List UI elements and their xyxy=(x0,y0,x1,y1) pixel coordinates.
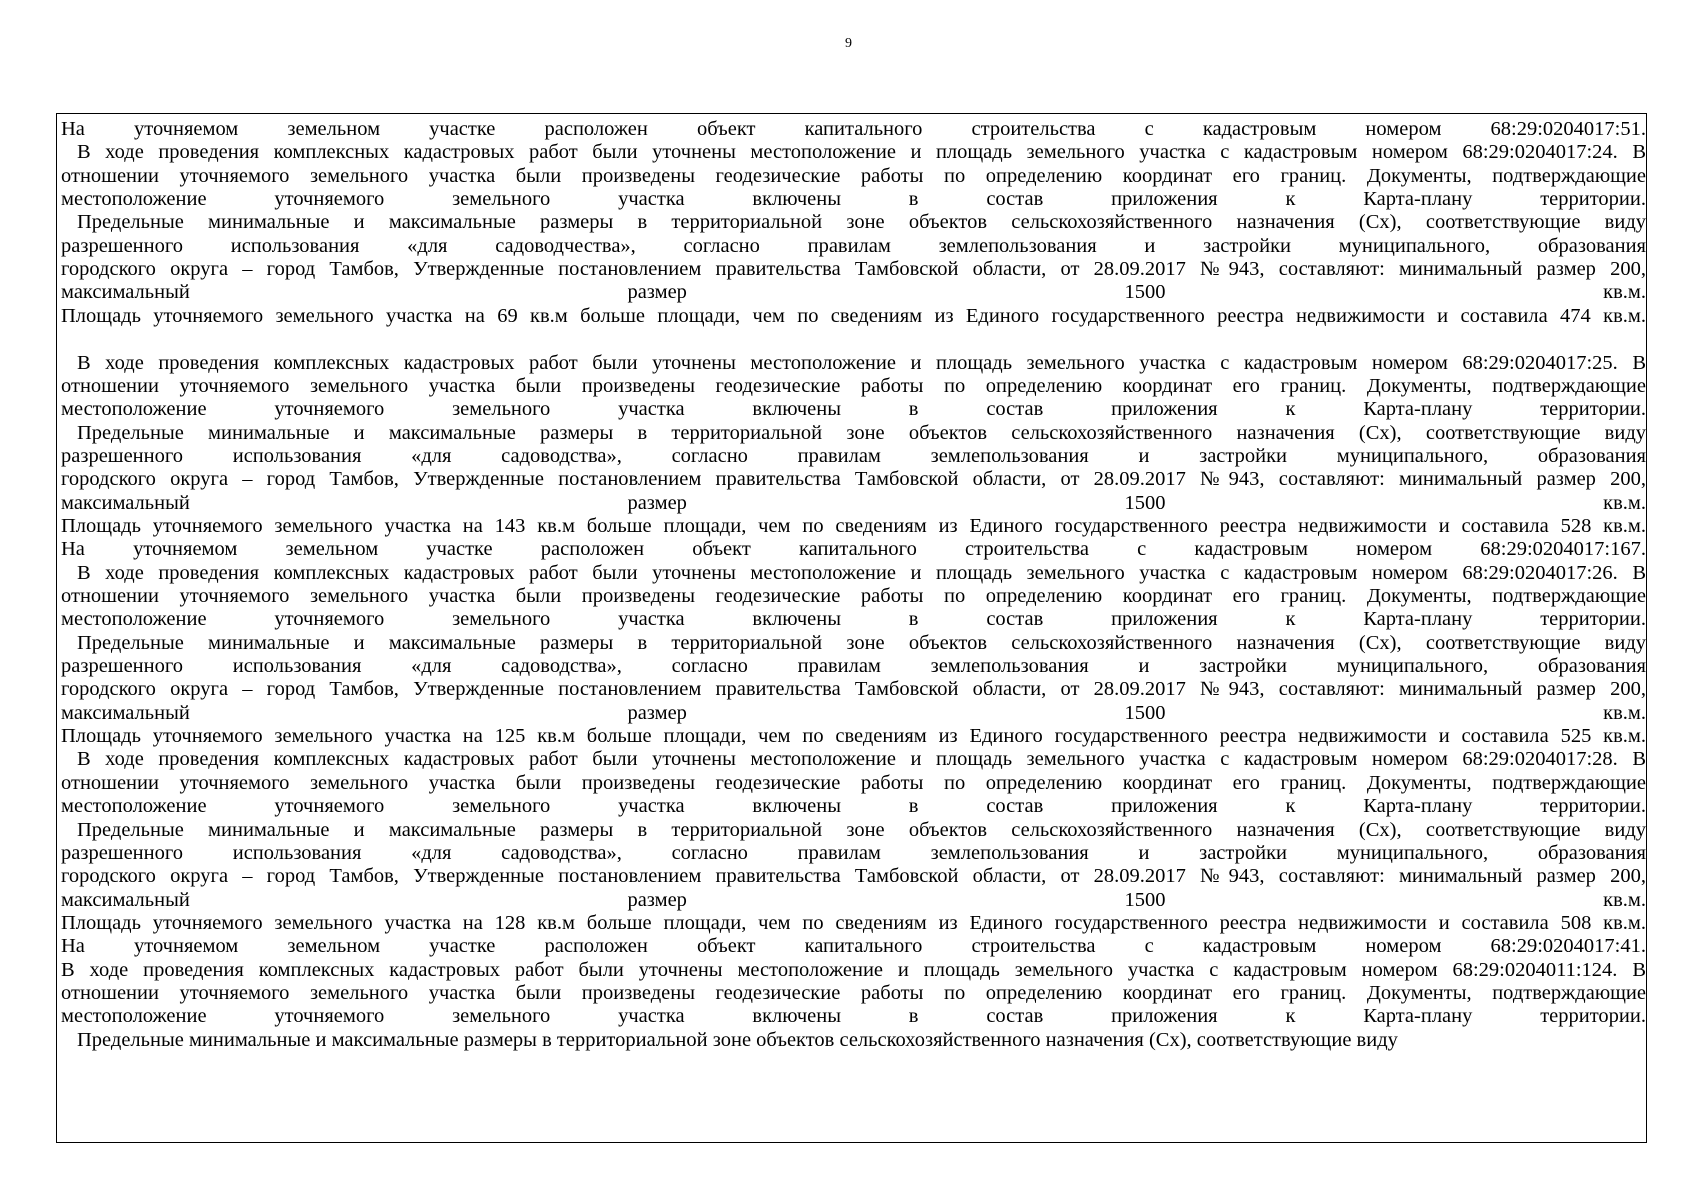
text-line: максимальный размер 1500 кв.м. xyxy=(61,491,1646,514)
text-line: максимальный размер 1500 кв.м. xyxy=(61,888,1646,911)
text-line: отношении уточняемого земельного участка были произведены геодезические работы по определению координат его границ. Документы, подтверждающие xyxy=(61,771,1646,794)
page-number: 9 xyxy=(845,36,852,51)
text-line: местоположение уточняемого земельного участка включены в состав приложения к Карта-плану территории. xyxy=(61,188,1646,211)
text-line: отношении уточняемого земельного участка были произведены геодезические работы по определению координат его границ. Документы, подтверждающие xyxy=(61,374,1646,397)
text-line: максимальный размер 1500 кв.м. xyxy=(61,701,1646,724)
text-line: разрешенного использования «для садоводчества», согласно правилам землепользования и застройки муниципального, образования xyxy=(61,234,1646,257)
text-line: местоположение уточняемого земельного участка включены в состав приложения к Карта-плану территории. xyxy=(61,1005,1646,1028)
text-line: Предельные минимальные и максимальные размеры в территориальной зоне объектов сельскохозяйственного назначения (Сх), соответствующие виду xyxy=(77,211,1646,234)
text-line: отношении уточняемого земельного участка были произведены геодезические работы по определению координат его границ. Документы, подтверждающие xyxy=(61,585,1646,607)
text-line: На уточняемом земельном участке расположен объект капитального строительства с кадастровым номером 68:29:0204017:167. xyxy=(61,538,1646,561)
text-line: Площадь уточняемого земельного участка на 125 кв.м больше площади, чем по сведениям из Единого государственного реестра недвижимости и составила 525 кв.м. xyxy=(61,725,1646,748)
text-line: максимальный размер 1500 кв.м. xyxy=(61,281,1646,304)
text-line: Площадь уточняемого земельного участка на 69 кв.м больше площади, чем по сведениям из Единого государственного реестра недвижимости и составила 474 кв.м. xyxy=(61,304,1646,327)
text-line: Площадь уточняемого земельного участка на 143 кв.м больше площади, чем по сведениям из Единого государственного реестра недвижимости и составила 528 кв.м. xyxy=(61,514,1646,537)
text-line: городского округа – город Тамбов, Утвержденные постановлением правительства Тамбовской области, от 28.09.2017 №943, составляют: минимальный размер 200, xyxy=(61,678,1646,701)
text-line: отношении уточняемого земельного участка были произведены геодезические работы по определению координат его границ. Документы, подтверждающие xyxy=(61,164,1646,187)
text-line: разрешенного использования «для садоводства», согласно правилам землепользования и застройки муниципального, образования xyxy=(61,444,1646,467)
text-line: В ходе проведения комплексных кадастровых работ были уточнены местоположение и площадь земельного участка с кадастровым номером 68:29:0204017:26. В xyxy=(77,561,1646,584)
text-frame xyxy=(56,113,1647,1143)
text-line: На уточняемом земельном участке расположен объект капитального строительства с кадастровым номером 68:29:0204017:51. xyxy=(61,118,1646,140)
text-line: В ходе проведения комплексных кадастровых работ были уточнены местоположение и площадь земельного участка с кадастровым номером 68:29:0204017:24. В xyxy=(77,141,1646,164)
text-line: Предельные минимальные и максимальные размеры в территориальной зоне объектов сельскохозяйственного назначения (Сх), соответствующие виду xyxy=(77,631,1646,654)
text-line: городского округа – город Тамбов, Утвержденные постановлением правительства Тамбовской области, от 28.09.2017 №943, составляют: минимальный размер 200, xyxy=(61,258,1646,281)
text-line: разрешенного использования «для садоводства», согласно правилам землепользования и застройки муниципального, образования xyxy=(61,841,1646,864)
text-line: Площадь уточняемого земельного участка на 128 кв.м больше площади, чем по сведениям из Единого государственного реестра недвижимости и составила 508 кв.м. xyxy=(61,911,1646,934)
text-line: разрешенного использования «для садоводства», согласно правилам землепользования и застройки муниципального, образования xyxy=(61,655,1646,678)
text-line: городского округа – город Тамбов, Утвержденные постановлением правительства Тамбовской области, от 28.09.2017 №943, составляют: минимальный размер 200, xyxy=(61,468,1646,491)
text-line: В ходе проведения комплексных кадастровых работ были уточнены местоположение и площадь земельного участка с кадастровым номером 68:29:0204017:28. В xyxy=(77,748,1646,771)
text-line: Предельные минимальные и максимальные размеры в территориальной зоне объектов сельскохозяйственного назначения (Сх), соответствующие виду xyxy=(77,421,1646,444)
text-line: городского округа – город Тамбов, Утвержденные постановлением правительства Тамбовской области, от 28.09.2017 №943, составляют: минимальный размер 200, xyxy=(61,865,1646,888)
text-line: На уточняемом земельном участке расположен объект капитального строительства с кадастровым номером 68:29:0204017:41. xyxy=(61,935,1646,958)
text-line: Предельные минимальные и максимальные размеры в территориальной зоне объектов сельскохозяйственного назначения (Сх), соответствующие виду xyxy=(77,818,1646,841)
text-line: местоположение уточняемого земельного участка включены в состав приложения к Карта-плану территории. xyxy=(61,398,1646,421)
text-line: В ходе проведения комплексных кадастровых работ были уточнены местоположение и площадь земельного участка с кадастровым номером 68:29:0204011:124. В xyxy=(61,958,1646,981)
text-line: отношении уточняемого земельного участка были произведены геодезические работы по определению координат его границ. Документы, подтверждающие xyxy=(61,981,1646,1004)
text-line: Предельные минимальные и максимальные размеры в территориальной зоне объектов сельскохозяйственного назначения (Сх), соответствующие виду xyxy=(77,1028,1398,1051)
text-line: В ходе проведения комплексных кадастровых работ были уточнены местоположение и площадь земельного участка с кадастровым номером 68:29:0204017:25. В xyxy=(77,351,1646,374)
text-line: местоположение уточняемого земельного участка включены в состав приложения к Карта-плану территории. xyxy=(61,608,1646,631)
text-line: местоположение уточняемого земельного участка включены в состав приложения к Карта-плану территории. xyxy=(61,795,1646,818)
